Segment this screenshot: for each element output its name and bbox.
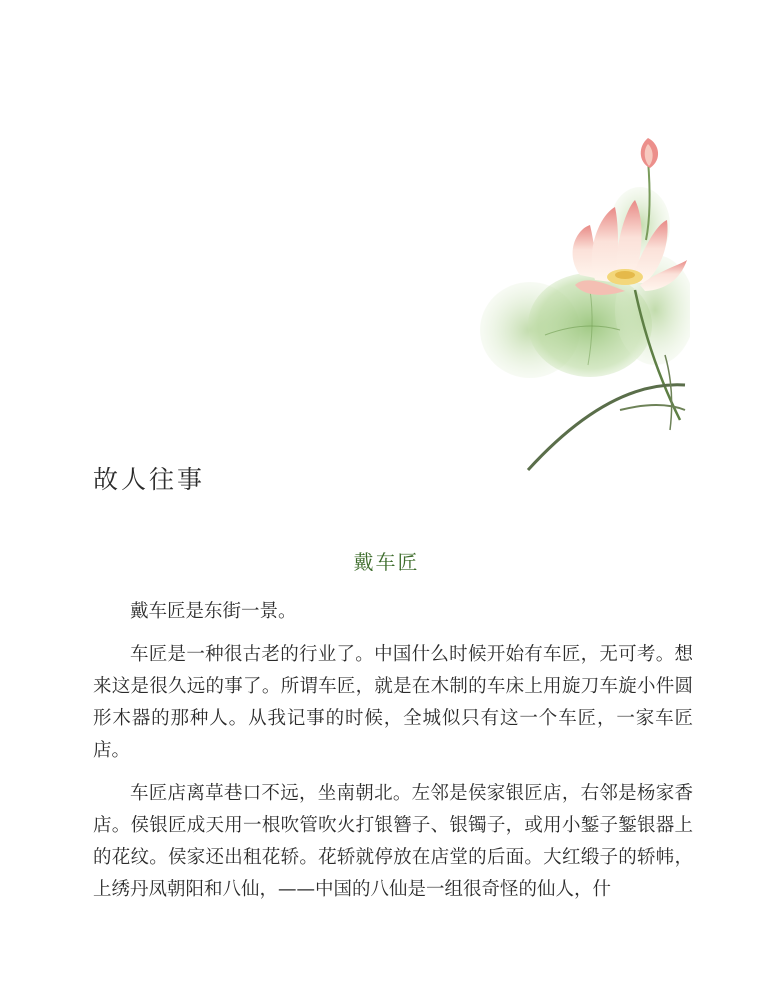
section-title: 故人往事 (93, 465, 206, 494)
paragraph: 车匠是一种很古老的行业了。中国什么时候开始有车匠，无可考。想来这是很久远的事了。所谓车匠，就是在木制的车床上用旋刀车旋小件圆形木器的那种人。从我记事的时候，全城似只有这一个车匠，一家车匠店。 (93, 644, 693, 761)
paragraph: 戴车匠是东街一景。 (130, 601, 297, 622)
chapter-body (93, 596, 693, 917)
chapter-title: 戴车匠 (353, 550, 420, 574)
paragraph: 车匠店离草巷口不远，坐南朝北。左邻是侯家银匠店，右邻是杨家香店。侯银匠成天用一根吹管吹火打银簪子、银镯子，或用小錾子錾银器上的花纹。侯家还出租花轿。花轿就停放在店堂的后面。大红缎子的轿帏，上绣丹凤朝阳和八仙，——中国的八仙是一组很奇怪的仙人，什 (93, 783, 693, 900)
lotus-flower-icon (470, 130, 690, 480)
